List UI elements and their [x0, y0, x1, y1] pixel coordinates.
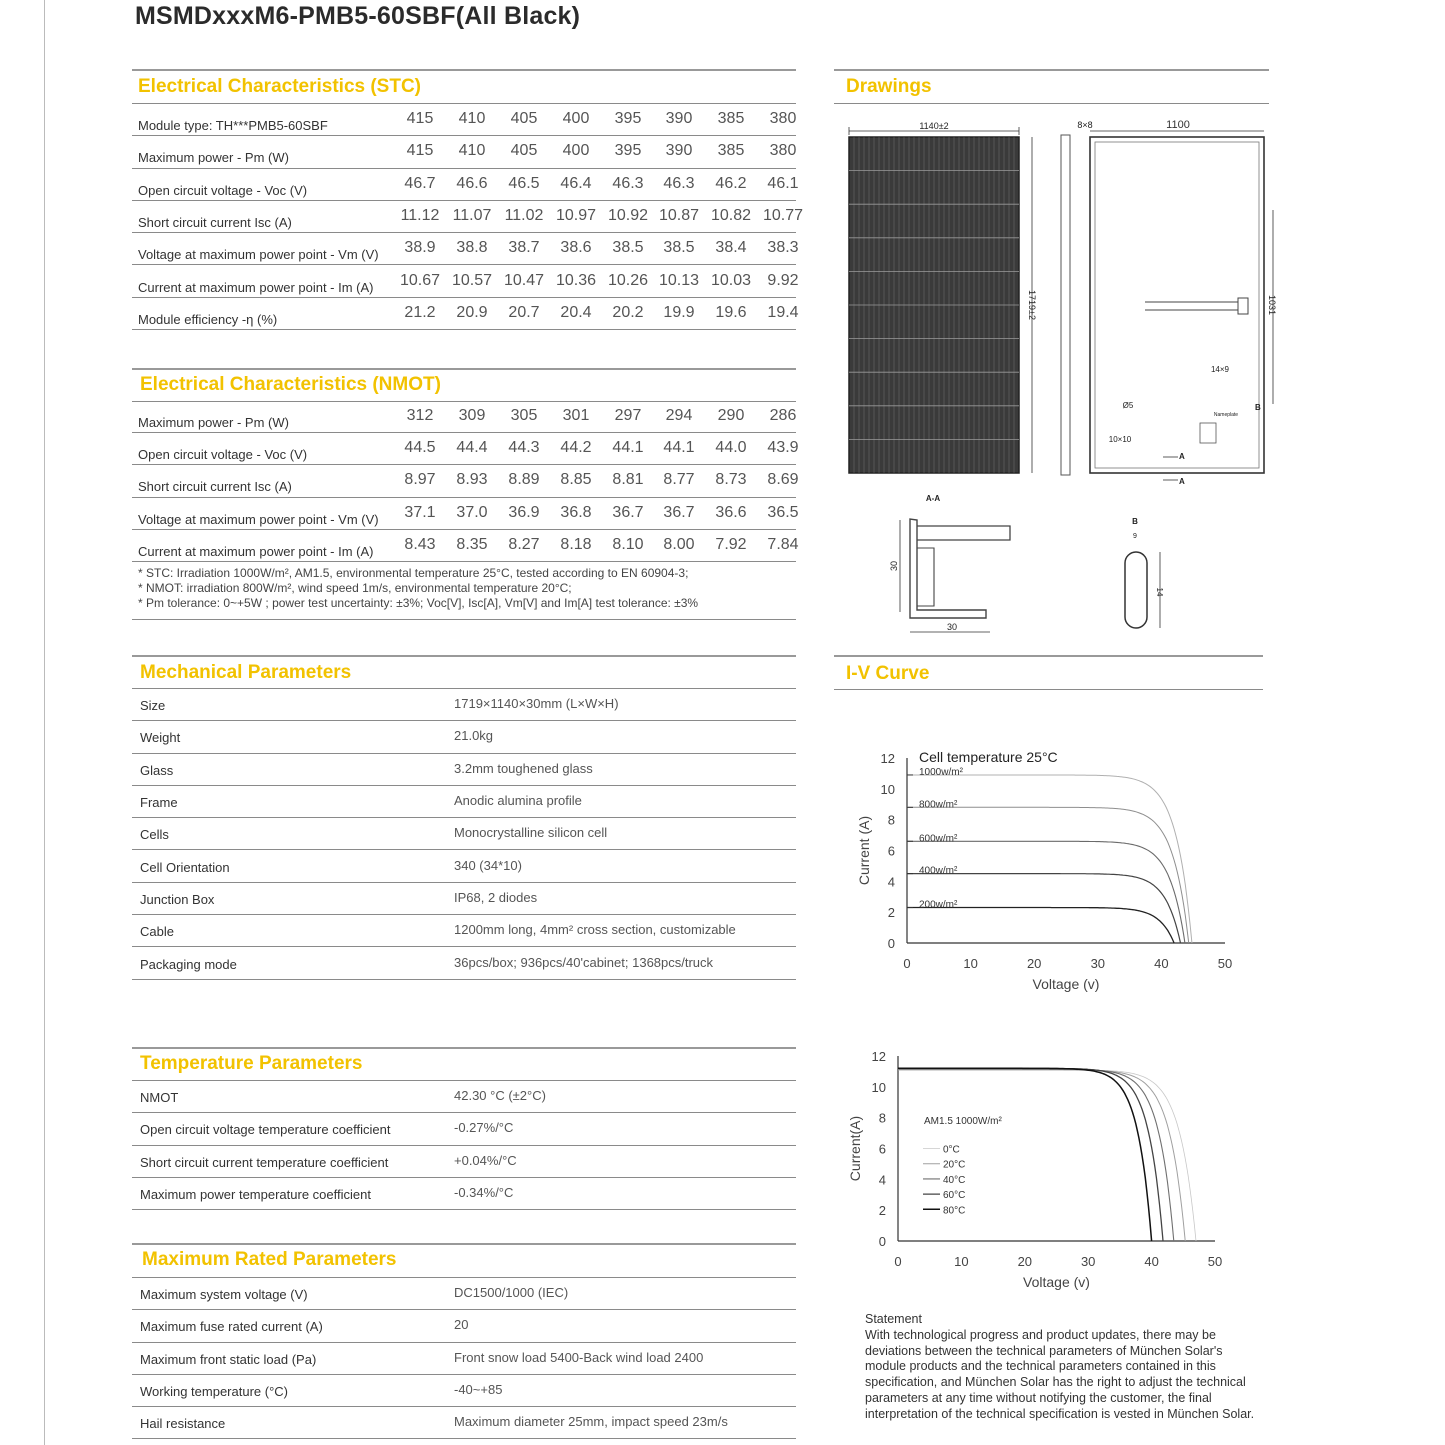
- stc-cell: 21.2: [404, 303, 436, 321]
- mark-a-bottom: A: [1179, 477, 1185, 486]
- nmot-cell: 312: [406, 407, 434, 425]
- stc-top-rule: [132, 69, 796, 71]
- side-view-drawing: [1061, 120, 1093, 475]
- stc-cell: 38.6: [560, 239, 592, 257]
- x-axis-label: Voltage (v): [1023, 1274, 1090, 1290]
- max_rated-row-value: DC1500/1000 (IEC): [454, 1285, 569, 1301]
- statement-title: Statement: [865, 1312, 922, 1326]
- series-label: 600w/m²: [919, 833, 958, 845]
- stc-row-label: Open circuit voltage - Voc (V): [138, 182, 308, 198]
- stc-cell: 46.1: [767, 174, 799, 192]
- page-title: MSMDxxxM6-PMB5-60SBF(All Black): [135, 2, 581, 30]
- x-tick-label: 40: [1144, 1254, 1159, 1269]
- module-drawings: [834, 105, 1277, 645]
- temperature-row-label: Maximum power temperature coefficient: [140, 1187, 371, 1203]
- stc-cell: 38.9: [404, 239, 436, 257]
- stc-cell: 400: [562, 110, 590, 128]
- max_rated-row: [132, 1278, 796, 1310]
- x-tick-label: 50: [1207, 1254, 1223, 1269]
- stc-row: [132, 104, 796, 136]
- mechanical-row-label: Frame: [140, 795, 178, 811]
- temp-top-rule: [132, 1047, 796, 1049]
- series-label: 800w/m²: [919, 799, 958, 811]
- temperature-row-value: +0.04%/°C: [454, 1152, 517, 1168]
- stc-cell: 410: [458, 110, 486, 128]
- temperature-row: [132, 1081, 796, 1113]
- temperature-row-value: -0.27%/°C: [454, 1120, 514, 1136]
- nmot-row: [132, 498, 799, 530]
- mark-b: B: [1255, 403, 1261, 412]
- nmot-cell: 44.3: [508, 439, 540, 457]
- y-tick-label: 2: [878, 1203, 886, 1219]
- max_rated-row-label: Maximum front static load (Pa): [140, 1351, 317, 1367]
- mechanical-row-value: 21.0kg: [454, 728, 494, 744]
- front-view-drawing: [849, 121, 1037, 473]
- y-tick-label: 0: [887, 936, 895, 951]
- stc-row: [132, 298, 799, 330]
- mechanical-row-label: Weight: [140, 730, 181, 746]
- legend-label: 20°C: [943, 1159, 966, 1171]
- mechanical-row: [132, 883, 796, 915]
- nmot-row: [132, 530, 799, 562]
- section-aa-drawing: [889, 494, 1010, 632]
- stc-cell: 390: [665, 110, 693, 128]
- series-line: [898, 1068, 1152, 1241]
- nmot-cell: 36.7: [663, 503, 695, 521]
- max_rated-row-label: Maximum system voltage (V): [140, 1287, 308, 1303]
- mechanical-row-label: Cable: [140, 924, 174, 940]
- stc-row-label: Short circuit current Isc (A): [138, 215, 292, 231]
- stc-row: [132, 233, 799, 265]
- stc-row-label: Voltage at maximum power point - Vm (V): [138, 247, 379, 263]
- stc-cell: 10.67: [399, 271, 441, 289]
- mechanical-row-value: Monocrystalline silicon cell: [454, 825, 608, 841]
- stc-cell: 20.9: [456, 303, 488, 321]
- stc-cell: 410: [458, 142, 486, 160]
- y-tick-label: 4: [887, 874, 895, 890]
- stc-cell: 11.07: [452, 207, 492, 225]
- stc-cell: 38.5: [663, 239, 695, 257]
- stc-row: [132, 201, 804, 233]
- x-tick-label: 30: [1080, 1254, 1096, 1269]
- stc-cell: 38.7: [508, 239, 540, 257]
- stc-cell: 10.77: [762, 207, 804, 225]
- dim-topbox: 8×8: [1077, 120, 1093, 130]
- temperature-row-value: -0.34%/°C: [454, 1185, 514, 1201]
- dim-width-rear: 1100: [1166, 119, 1190, 131]
- nmot-top-rule: [132, 368, 796, 370]
- temperature-row-label: Open circuit voltage temperature coefficient: [140, 1122, 391, 1138]
- max_rated-row: [132, 1310, 796, 1342]
- nmot-cell: 8.18: [560, 535, 592, 553]
- stc-cell: 390: [665, 142, 693, 160]
- x-axis-label: Voltage (v): [1032, 976, 1100, 992]
- stc-cell: 10.47: [503, 271, 545, 289]
- max_rated-row: [132, 1343, 796, 1375]
- nmot-cell: 8.10: [612, 535, 644, 553]
- series-label: 200w/m²: [919, 899, 958, 911]
- nmot-notes: [138, 566, 698, 611]
- stc-cell: 10.57: [451, 271, 493, 289]
- x-tick-label: 20: [1026, 956, 1042, 971]
- nmot-cell: 36.8: [560, 503, 592, 521]
- y-tick-label: 10: [880, 781, 895, 797]
- nmot-cell: 309: [458, 407, 486, 425]
- stc-cell: 46.4: [560, 174, 592, 192]
- max-section-title: Maximum Rated Parameters: [142, 1249, 397, 1270]
- drawings-header-rule: [834, 103, 1269, 104]
- mechanical-row-label: Cell Orientation: [140, 859, 230, 875]
- stc-row-label: Current at maximum power point - Im (A): [138, 279, 374, 295]
- nmot-cell: 44.2: [560, 439, 592, 457]
- mark-a-top: A: [1179, 452, 1185, 461]
- stc-row-label: Module type: TH***PMB5-60SBF: [138, 118, 328, 134]
- mechanical-row-label: Glass: [140, 762, 174, 778]
- stc-row-label: Module efficiency -η (%): [138, 311, 278, 327]
- stc-cell: 38.5: [612, 239, 644, 257]
- stc-cell: 10.26: [607, 271, 649, 289]
- mechanical-row: [132, 721, 796, 753]
- stc-cell: 400: [562, 142, 590, 160]
- nmot-cell: 294: [665, 407, 693, 425]
- page-left-rule: [44, 0, 45, 1445]
- y-tick-label: 6: [887, 843, 895, 859]
- nmot-cell: 44.4: [456, 439, 488, 457]
- mechanical-row-label: Packaging mode: [140, 956, 237, 972]
- mechanical-row: [132, 947, 796, 979]
- legend-label: 60°C: [943, 1190, 966, 1202]
- nmot-cell: 8.73: [715, 471, 747, 489]
- y-tick-label: 6: [878, 1141, 886, 1157]
- stc-cell: 20.7: [508, 303, 540, 321]
- nmot-cell: 8.77: [663, 471, 695, 489]
- temperature-row: [132, 1113, 796, 1145]
- mechanical-row-value: 1200mm long, 4mm² cross section, customizable: [454, 922, 736, 938]
- mechanical-row-value: 340 (34*10): [454, 857, 522, 873]
- stc-cell: 46.7: [404, 174, 436, 192]
- stc-cell: 395: [614, 142, 642, 160]
- x-tick-label: 20: [1017, 1254, 1033, 1269]
- rear-view-drawing: [1090, 119, 1277, 486]
- iv-header-rule: [834, 689, 1263, 690]
- detail-b-label: B: [1132, 517, 1138, 526]
- hole-d5: Ø5: [1122, 401, 1134, 410]
- nmot-cell: 43.9: [767, 439, 799, 457]
- nmot-cell: 8.27: [508, 535, 540, 553]
- temperature-row-label: NMOT: [140, 1090, 179, 1106]
- notes-bottom-rule: [132, 619, 796, 620]
- stc-cell: 380: [769, 142, 797, 160]
- stc-section-title: Electrical Characteristics (STC): [138, 76, 422, 97]
- x-tick-label: 10: [954, 1254, 969, 1269]
- stc-row-label: Maximum power - Pm (W): [138, 150, 289, 166]
- stc-cell: 405: [510, 142, 538, 160]
- mechanical-row: [132, 689, 796, 721]
- stc-cell: 385: [717, 110, 745, 128]
- mech-top-rule: [132, 655, 796, 657]
- section-aa-label: A-A: [925, 494, 941, 503]
- stc-cell: 46.3: [663, 174, 695, 192]
- y-tick-label: 4: [878, 1172, 886, 1188]
- nmot-cell: 297: [614, 407, 642, 425]
- nmot-cell: 8.93: [456, 471, 488, 489]
- dim-width-front: 1140±2: [919, 121, 949, 131]
- dim-depth: 30: [889, 560, 899, 572]
- stc-cell: 11.12: [400, 207, 440, 225]
- nmot-row-label: Maximum power - Pm (W): [138, 415, 289, 431]
- nmot-row: [132, 401, 796, 433]
- temperature-row: [132, 1178, 796, 1210]
- nmot-cell: 8.00: [663, 535, 695, 553]
- nmot-section-title: Electrical Characteristics (NMOT): [140, 374, 441, 395]
- mechanical-row: [132, 786, 796, 818]
- nmot-row: [132, 433, 799, 465]
- mechanical-row-value: 3.2mm toughened glass: [454, 760, 593, 776]
- hole-14x9: 14×9: [1210, 365, 1230, 374]
- dim-30: 30: [946, 622, 958, 632]
- chart-title: Cell temperature 25°C: [919, 749, 1058, 765]
- stc-cell: 38.3: [767, 239, 799, 257]
- temp-section-title: Temperature Parameters: [140, 1053, 363, 1074]
- legend-label: 80°C: [943, 1205, 966, 1217]
- legend-label: 40°C: [943, 1174, 966, 1186]
- x-tick-label: 0: [894, 1254, 902, 1269]
- stc-cell: 395: [614, 110, 642, 128]
- nameplate-label: Nameplate: [1213, 412, 1239, 418]
- temperature-row-value: 42.30 °C (±2°C): [454, 1088, 546, 1104]
- stc-cell: 10.36: [555, 271, 597, 289]
- stc-cell: 415: [406, 142, 434, 160]
- x-tick-label: 50: [1217, 956, 1233, 971]
- statement: [865, 1312, 1265, 1423]
- nmot-cell: 44.0: [715, 439, 747, 457]
- mechanical-row-value: 36pcs/box; 936pcs/40'cabinet; 1368pcs/truck: [454, 954, 714, 970]
- iv-top-rule: [834, 655, 1263, 657]
- chart-annotation: AM1.5 1000W/m²: [924, 1115, 1002, 1127]
- y-axis-label: Current (A): [856, 815, 872, 886]
- stc-cell: 46.3: [612, 174, 644, 192]
- stc-cell: 11.02: [504, 207, 544, 225]
- max_rated-row: [132, 1375, 796, 1407]
- series-line: [898, 1069, 1174, 1241]
- max_rated-row-label: Working temperature (°C): [140, 1384, 289, 1400]
- nmot-cell: 286: [769, 407, 797, 425]
- max_rated-row-value: Front snow load 5400-Back wind load 2400: [454, 1349, 704, 1365]
- dim-height-rear: 1031: [1267, 294, 1277, 316]
- y-tick-label: 12: [871, 1049, 886, 1064]
- max_rated-row-label: Hail resistance: [140, 1416, 226, 1432]
- stc-cell: 380: [769, 110, 797, 128]
- nmot-cell: 44.5: [404, 439, 436, 457]
- x-tick-label: 10: [963, 956, 978, 971]
- note-nmot: * NMOT: irradiation 800W/m², wind speed 1m/s, environmental temperature 20°C;: [138, 581, 572, 595]
- nmot-row-label: Current at maximum power point - Im (A): [138, 543, 374, 559]
- series-line: [907, 841, 1185, 943]
- stc-cell: 10.87: [658, 207, 700, 225]
- max_rated-row-value: -40~+85: [454, 1382, 503, 1398]
- nmot-cell: 37.1: [404, 503, 436, 521]
- x-tick-label: 30: [1090, 956, 1106, 971]
- stc-cell: 19.9: [663, 303, 695, 321]
- max_rated-row: [132, 1407, 796, 1439]
- mechanical-row-value: IP68, 2 diodes: [454, 889, 538, 905]
- max_rated-row-label: Maximum fuse rated current (A): [140, 1319, 323, 1335]
- nmot-cell: 36.7: [612, 503, 644, 521]
- dim-height-front: 1719±2: [1027, 290, 1037, 320]
- nmot-cell: 301: [562, 407, 590, 425]
- stc-cell: 20.2: [612, 303, 644, 321]
- y-tick-label: 8: [887, 812, 895, 828]
- stc-cell: 405: [510, 110, 538, 128]
- drawings-section-title: Drawings: [846, 76, 932, 97]
- nmot-row-label: Short circuit current Isc (A): [138, 479, 292, 495]
- stc-cell: 10.92: [607, 207, 649, 225]
- statement-text: With technological progress and product updates, there may be deviations between the technical parameters of München Solar's module products and the technical parameters contained in this specification, and München Solar has the right to adjust the technical parameters at any time without notifying the customer, the final interpretation of the technical specification is vested in München Solar.: [865, 1327, 1255, 1421]
- nmot-cell: 8.97: [404, 471, 436, 489]
- series-line: [907, 908, 1174, 944]
- stc-cell: 10.13: [658, 271, 700, 289]
- stc-cell: 10.03: [710, 271, 752, 289]
- max_rated-row-value: Maximum diameter 25mm, impact speed 23m/s: [454, 1414, 728, 1430]
- stc-cell: 38.4: [715, 239, 747, 257]
- drawings-top-rule: [834, 69, 1269, 71]
- nmot-cell: 8.81: [612, 471, 644, 489]
- legend-label: 0°C: [943, 1144, 960, 1156]
- stc-cell: 10.97: [555, 207, 597, 225]
- iv-chart-irradiance: [834, 730, 1254, 1000]
- stc-row: [132, 136, 796, 168]
- stc-cell: 46.2: [715, 174, 747, 192]
- stc-cell: 20.4: [560, 303, 592, 321]
- note-stc: * STC: Irradiation 1000W/m², AM1.5, environmental temperature 25°C, tested according to EN 60904-3;: [138, 566, 689, 580]
- dim-b-width: 9: [1133, 533, 1137, 540]
- mechanical-row-value: 1719×1140×30mm (L×W×H): [454, 696, 619, 712]
- stc-row: [132, 169, 799, 201]
- dim-b-height: 14: [1155, 587, 1164, 597]
- nmot-cell: 8.69: [767, 471, 799, 489]
- stc-cell: 19.4: [767, 303, 799, 321]
- x-tick-label: 0: [903, 956, 911, 971]
- detail-b-drawing: [1125, 517, 1164, 628]
- mechanical-row: [132, 818, 796, 850]
- temperature-row: [132, 1146, 796, 1178]
- nmot-cell: 290: [717, 407, 745, 425]
- y-tick-label: 10: [871, 1079, 886, 1095]
- series-label: 400w/m²: [919, 865, 958, 877]
- nmot-cell: 44.1: [612, 439, 644, 457]
- nmot-cell: 8.85: [560, 471, 592, 489]
- nmot-cell: 36.9: [508, 503, 540, 521]
- stc-cell: 385: [717, 142, 745, 160]
- stc-cell: 19.6: [715, 303, 747, 321]
- stc-cell: 9.92: [767, 271, 799, 289]
- mechanical-row-label: Size: [140, 698, 166, 714]
- nmot-cell: 7.92: [715, 535, 747, 553]
- iv-chart-temperature: [834, 1040, 1254, 1300]
- nmot-cell: 8.43: [404, 535, 436, 553]
- nmot-cell: 8.35: [456, 535, 488, 553]
- series-label: 1000w/m²: [919, 766, 963, 778]
- stc-cell: 415: [406, 110, 434, 128]
- nmot-cell: 36.5: [767, 503, 799, 521]
- nmot-cell: 44.1: [663, 439, 695, 457]
- stc-cell: 46.6: [456, 174, 488, 192]
- nmot-cell: 36.6: [715, 503, 747, 521]
- y-tick-label: 2: [887, 905, 895, 921]
- temperature-row-label: Short circuit current temperature coefficient: [140, 1154, 389, 1170]
- mech-section-title: Mechanical Parameters: [140, 662, 352, 683]
- series-line: [898, 1068, 1163, 1241]
- nmot-row: [132, 465, 799, 497]
- nmot-row-label: Voltage at maximum power point - Vm (V): [138, 511, 379, 527]
- mechanical-row: [132, 754, 796, 786]
- y-tick-label: 0: [878, 1234, 886, 1249]
- iv-section-title: I-V Curve: [846, 663, 930, 684]
- y-axis-label: Current(A): [847, 1115, 863, 1182]
- nmot-cell: 37.0: [456, 503, 488, 521]
- mechanical-row: [132, 851, 796, 883]
- max_rated-row-value: 20: [454, 1317, 469, 1333]
- mechanical-row-label: Cells: [140, 827, 169, 843]
- mechanical-row: [132, 915, 796, 947]
- mechanical-row-value: Anodic alumina profile: [454, 793, 582, 809]
- stc-cell: 38.8: [456, 239, 488, 257]
- nmot-cell: 7.84: [767, 535, 799, 553]
- stc-row: [132, 266, 799, 298]
- nmot-row-label: Open circuit voltage - Voc (V): [138, 447, 308, 463]
- stc-cell: 10.82: [710, 207, 752, 225]
- stc-cell: 46.5: [508, 174, 540, 192]
- mechanical-row-label: Junction Box: [140, 891, 215, 907]
- nmot-cell: 8.89: [508, 471, 540, 489]
- hole-10x10: 10×10: [1108, 435, 1132, 444]
- nmot-cell: 305: [510, 407, 538, 425]
- y-tick-label: 12: [880, 751, 895, 766]
- y-tick-label: 8: [878, 1110, 886, 1126]
- note-tolerance: * Pm tolerance: 0~+5W ; power test uncertainty: ±3%; Voc[V], Isc[A], Vm[V] and Im[A] test tolerance: ±3%: [138, 596, 699, 610]
- max-top-rule: [132, 1243, 796, 1245]
- x-tick-label: 40: [1154, 956, 1169, 971]
